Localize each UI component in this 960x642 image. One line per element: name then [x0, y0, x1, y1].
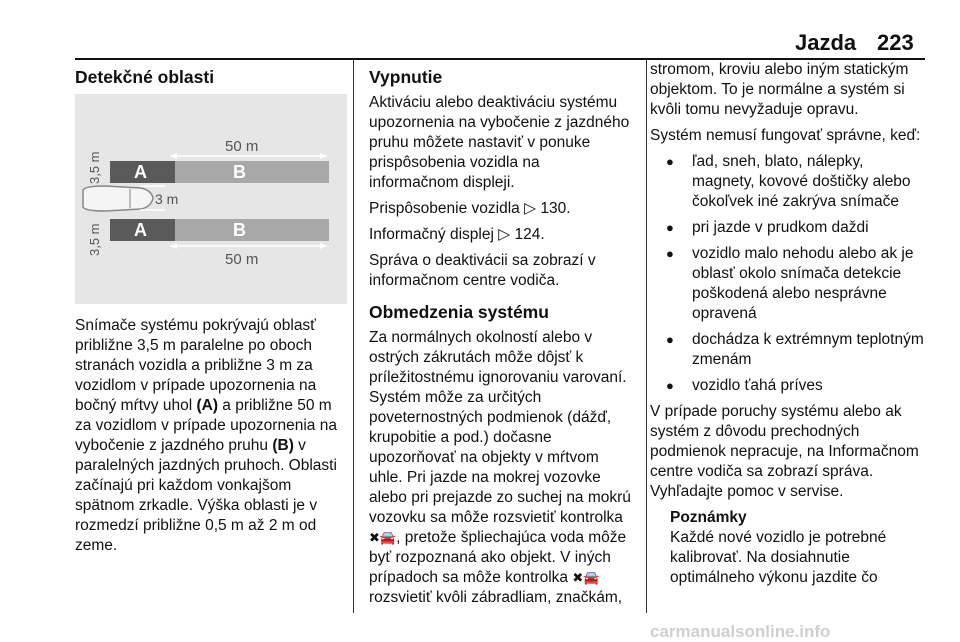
note-box: [670, 508, 928, 588]
lane-warning-indicator-icon: ✖🚘: [369, 530, 397, 545]
info-display-reference: Informačný displej ▷ 124.: [369, 226, 545, 243]
zone-b-top-label: B: [233, 162, 246, 182]
list-item: ● ľad, sneh, blato, nálepky, magnety, kovové doštičky alebo čokoľvek iné zakrýva snímače: [650, 152, 928, 212]
page-reference-link[interactable]: 124.: [514, 226, 545, 243]
list-item: ● vozidlo malo nehodu alebo ak je oblasť okolo snímača detekcie poškodená alebo nesprávne opravená: [650, 244, 928, 324]
list-item: ● vozidlo ťahá príves: [650, 376, 928, 396]
detection-paragraph: Snímače systému pokrývajú oblasť približne 3,5 m paralelne po oboch stranách vozidla a približne 3 m za vozidlom v prípade upozornenia na bočný mŕtvy uhol (A) a približne 50 m za vozidlom v prípade upozornenia na vybočenie z jazdného pruhu (B) v paralelných jazdných pruhoch. Oblasti začínajú pri každom vonkajšom spätnom zrkadle. Výška oblasti je v rozmedzí približne 0,5 m až 2 m od zeme.: [75, 317, 337, 554]
lane-warning-indicator-icon: ✖🚘: [572, 570, 600, 585]
list-item: ● dochádza k extrémnym teplotným zmenám: [650, 330, 928, 370]
column-divider-2: [646, 60, 647, 613]
top-distance-label: 50 m: [225, 138, 259, 155]
section-heading-detection: Detekčné oblasti: [75, 67, 215, 87]
static-objects-paragraph: stromom, kroviu alebo iným statickým objektom. To je normálne a systém si kvôli tomu nevyžaduje opravu.: [650, 61, 909, 118]
top-height-label: 3,5 m: [87, 151, 102, 184]
malfunction-conditions-list: [650, 152, 928, 396]
deactivation-message-paragraph: Správa o deaktivácii sa zobrazí v informačnom centre vodiča.: [369, 252, 596, 289]
fault-message-paragraph: V prípade poruchy systému alebo ak systém z dôvodu prechodných podmienok nepracuje, na Informačnom centre vodiča sa zobrazí správa. Vyhľadajte pomoc v servise.: [650, 403, 919, 500]
car-icon: [83, 186, 153, 211]
bottom-height-label: 3,5 m: [87, 223, 102, 256]
section-heading-deactivation: Vypnutie: [369, 67, 443, 87]
watermark: carmanualsonline.info: [650, 622, 831, 641]
bottom-distance-label: 50 m: [225, 251, 259, 268]
column-divider-1: [353, 60, 354, 613]
column-2: [369, 60, 631, 614]
zone-b-bottom-label: B: [233, 220, 246, 240]
section-heading-limitations: Obmedzenia systému: [369, 302, 549, 322]
zone-a-bottom-label: A: [134, 220, 147, 240]
detection-zones-illustration: [75, 94, 347, 304]
running-header-title: Jazda: [795, 30, 857, 55]
page-reference-icon: ▷: [524, 200, 537, 217]
page-reference-link[interactable]: 130.: [540, 200, 571, 217]
note-text: Každé nové vozidlo je potrebné kalibrovať. Na dosiahnutie optimálneho výkonu jazdite čo: [670, 529, 887, 586]
column-3: [650, 60, 928, 588]
zone-a-top-label: A: [134, 162, 147, 182]
column-1: [75, 60, 347, 562]
limitations-paragraph: Za normálnych okolností alebo v ostrých zákrutách môže dôjsť k príležitostnému ignorovaniu varovaní. Systém môže za určitých poveternostných podmienok (dážď, krupobitie a pod.) dočasne upozorňovať na objekty v mŕtvom uhle. Pri jazde na mokrej vozovke alebo pri prejazde zo suchej na mokrú vozovku sa môže rozsvietiť kontrolka ✖🚘, pretože špliechajúca voda môže byť rozpoznaná ako objekt. V iných prípadoch sa môže kontrolka ✖🚘 rozsvietiť kvôli zábradliam, značkám,: [369, 329, 631, 606]
note-title: Poznámky: [670, 509, 747, 526]
page-reference-icon: ▷: [498, 226, 511, 243]
vehicle-personalization-reference: Prispôsobenie vozidla ▷ 130.: [369, 200, 571, 217]
page-number: 223: [877, 30, 914, 55]
malfunction-intro-paragraph: Systém nemusí fungovať správne, keď:: [650, 127, 921, 144]
list-item: ● pri jazde v prudkom daždi: [650, 218, 928, 238]
deactivation-paragraph: Aktiváciu alebo deaktiváciu systému upozornenia na vybočenie z jazdného pruhu môžete nastaviť v ponuke prispôsobenia vozidla na informačnom displeji.: [369, 94, 630, 191]
detection-zones-diagram: [75, 94, 347, 304]
gap-distance-label: 3 m: [155, 191, 179, 207]
